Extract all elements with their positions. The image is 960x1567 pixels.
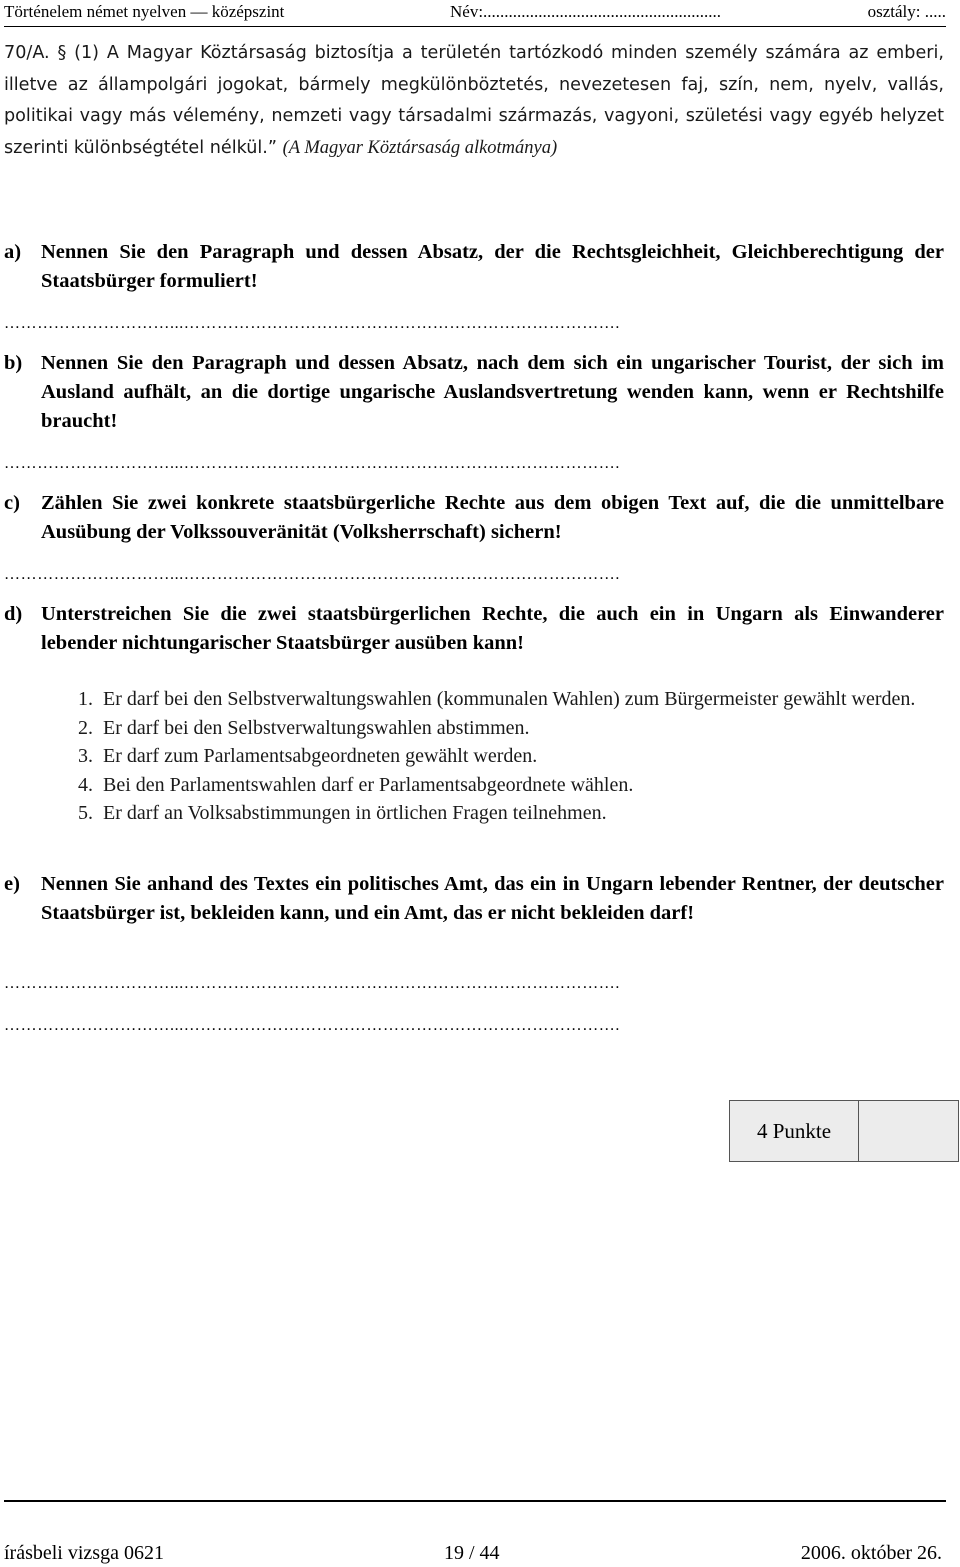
list-item[interactable] bbox=[78, 799, 944, 828]
list-item-text: Er darf an Volksabstimmungen in örtlichen Fragen teilnehmen. bbox=[103, 802, 607, 824]
header-class-field: osztály: ..... bbox=[867, 2, 946, 21]
question-e bbox=[4, 870, 944, 928]
list-item-number: 2. bbox=[78, 716, 93, 739]
question-label: b) bbox=[4, 352, 23, 374]
rights-list bbox=[78, 685, 944, 828]
header-name-field: Név:........................................................ bbox=[450, 2, 722, 21]
list-item-number: 3. bbox=[78, 745, 93, 767]
footer-exam-code: írásbeli vizsga 0621 bbox=[4, 1542, 164, 1564]
question-text: Unterstreichen Sie die zwei staatsbürgerlichen Rechte, die auch ein in Ungarn als Einwanderer lebender nichtungarischer Staatsbürger ausüben kann! bbox=[41, 603, 944, 654]
footer-date: 2006. október 26. bbox=[800, 1542, 942, 1564]
source-text bbox=[4, 38, 944, 164]
question-a bbox=[4, 238, 944, 296]
answer-line-e2[interactable]: …………………………...……………………………………………………………………. bbox=[4, 1017, 620, 1034]
source-citation: (A Magyar Köztársaság alkotmánya) bbox=[282, 137, 558, 158]
list-item-number: 1. bbox=[78, 688, 93, 710]
footer-page-number: 19 / 44 bbox=[444, 1542, 500, 1564]
list-item[interactable] bbox=[78, 771, 944, 800]
question-label: d) bbox=[4, 603, 23, 625]
question-text: Zählen Sie zwei konkrete staatsbürgerliche Rechte aus dem obigen Text auf, die die unmittelbare Ausübung der Volkssouveränität (Volksherrschaft) sichern! bbox=[41, 492, 944, 543]
answer-line-a[interactable]: …………………………...……………………………………………………………………. bbox=[4, 315, 620, 332]
list-item[interactable] bbox=[78, 742, 944, 771]
constitution-quote: 70/A. § (1) A Magyar Köztársaság biztosítja a területén tartózkodó minden személy számára az emberi, illetve az állampolgári jogokat, bármely megkülönböztetés, nevezetesen faj, szín, nem, nyelv, vallás, politikai vagy más vélemény, nemzeti vagy társadalmi származás, vagyoni, születési vagy egyéb helyzet szerinti különbségtétel nélkül.” bbox=[4, 43, 944, 158]
answer-line-c[interactable]: …………………………...……………………………………………………………………. bbox=[4, 566, 620, 583]
header-subject: Történelem német nyelven — középszint bbox=[4, 2, 285, 21]
points-label: 4 Punkte bbox=[730, 1101, 859, 1161]
question-text: Nennen Sie den Paragraph und dessen Absatz, nach dem sich ein ungarischer Tourist, der sich im Ausland aufhält, an die dortige ungarische Auslandsvertretung wenden kann, wenn er Rechtshilfe braucht! bbox=[41, 352, 944, 432]
page-header bbox=[4, 0, 946, 27]
question-d bbox=[4, 600, 944, 658]
list-item-text: Er darf bei den Selbstverwaltungswahlen abstimmen. bbox=[103, 716, 530, 739]
question-label: c) bbox=[4, 492, 20, 514]
answer-line-e1[interactable]: …………………………...……………………………………………………………………. bbox=[4, 975, 620, 992]
list-item-text: Er darf zum Parlamentsabgeordneten gewählt werden. bbox=[103, 745, 538, 767]
question-text: Nennen Sie anhand des Textes ein politisches Amt, das ein in Ungarn lebender Rentner, der deutscher Staatsbürger ist, bekleiden kann, und ein Amt, das er nicht bekleiden darf! bbox=[41, 873, 944, 924]
question-b bbox=[4, 349, 944, 436]
list-item[interactable] bbox=[78, 714, 944, 743]
page-footer bbox=[4, 1500, 946, 1567]
points-entry-field[interactable] bbox=[859, 1101, 958, 1161]
list-item-number: 4. bbox=[78, 773, 93, 796]
answer-line-b[interactable]: …………………………...……………………………………………………………………. bbox=[4, 455, 620, 472]
question-text: Nennen Sie den Paragraph und dessen Absatz, der die Rechtsgleichheit, Gleichberechtigung der Staatsbürger formuliert! bbox=[41, 241, 944, 292]
list-item[interactable] bbox=[78, 685, 944, 714]
question-label: a) bbox=[4, 241, 22, 263]
list-item-text: Bei den Parlamentswahlen darf er Parlamentsabgeordnete wählen. bbox=[103, 773, 634, 796]
list-item-number: 5. bbox=[78, 802, 93, 824]
list-item-text: Er darf bei den Selbstverwaltungswahlen (kommunalen Wahlen) zum Bürgermeister gewählt werden. bbox=[103, 688, 916, 710]
question-label: e) bbox=[4, 873, 20, 895]
score-box bbox=[729, 1100, 959, 1162]
question-c bbox=[4, 489, 944, 547]
